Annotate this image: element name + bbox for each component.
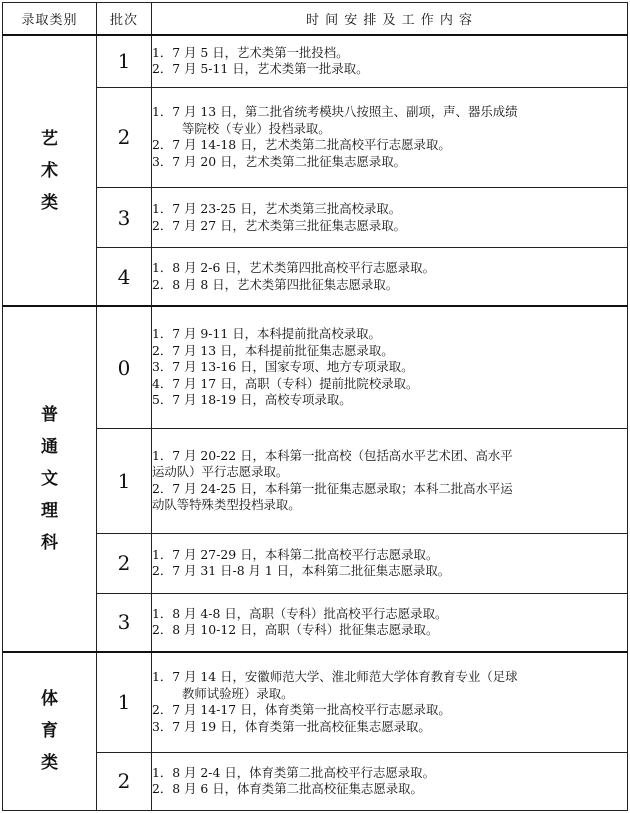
category-art bbox=[3, 35, 97, 306]
content-line: 1．7 月 27-29 日，本科第二批高校平行志愿录取。 bbox=[152, 546, 439, 562]
table-row bbox=[3, 35, 628, 87]
header-batch: 批次 bbox=[97, 3, 152, 36]
batch-content bbox=[152, 248, 628, 306]
content-line: 1．8 月 2-6 日，艺术类第四批高校平行志愿录取。 bbox=[152, 260, 435, 276]
admission-schedule-table bbox=[2, 2, 628, 811]
batch-number: 1 bbox=[97, 35, 152, 87]
table-row bbox=[3, 248, 628, 306]
content-line: 1．8 月 2-4 日，体育类第二批高校平行志愿录取。 bbox=[152, 764, 435, 780]
header-row bbox=[3, 3, 628, 36]
batch-number: 2 bbox=[97, 87, 152, 187]
content-line: 2．8 月 6 日，体育类第二批高校征集志愿录取。 bbox=[152, 781, 423, 797]
category-general bbox=[3, 306, 97, 652]
table-row bbox=[3, 188, 628, 248]
batch-content bbox=[152, 593, 628, 651]
content-line: 运动队）平行志愿录取。 bbox=[152, 464, 289, 480]
batch-number: 1 bbox=[97, 652, 152, 752]
category-general-label: 普通文理科 bbox=[41, 404, 58, 553]
content-line: 1．7 月 9-11 日，本科提前批高校录取。 bbox=[152, 326, 381, 342]
admission-schedule-sheet bbox=[2, 2, 628, 811]
table-row bbox=[3, 87, 628, 187]
table-row bbox=[3, 593, 628, 651]
content-line: 动队等特殊类型投档录取。 bbox=[152, 497, 301, 513]
batch-number: 4 bbox=[97, 248, 152, 306]
batch-number: 2 bbox=[97, 533, 152, 593]
category-sports bbox=[3, 652, 97, 811]
content-line: 2．8 月 8 日，艺术类第四批征集志愿录取。 bbox=[152, 276, 399, 292]
batch-content bbox=[152, 35, 628, 87]
content-line: 4．7 月 17 日，高职（专科）提前批院校录取。 bbox=[152, 375, 419, 391]
content-line: 1．8 月 4-8 日，高职（专科）批高校平行志愿录取。 bbox=[152, 605, 448, 621]
table-row bbox=[3, 752, 628, 810]
table-row bbox=[3, 533, 628, 593]
batch-number: 0 bbox=[97, 306, 152, 429]
content-line: 2．7 月 14-18 日，艺术类第二批高校平行志愿录取。 bbox=[152, 137, 451, 153]
content-line: 1．7 月 14 日，安徽师范大学、淮北师范大学体育教育专业（足球 bbox=[152, 669, 518, 685]
table-row bbox=[3, 306, 628, 429]
content-line: 2．7 月 24-25 日，本科第一批征集志愿录取；本科二批高水平运 bbox=[152, 480, 513, 496]
content-line: 3．7 月 20 日，艺术类第二批征集志愿录取。 bbox=[152, 153, 406, 169]
table-row bbox=[3, 652, 628, 752]
batch-content bbox=[152, 87, 628, 187]
content-line: 3．7 月 19 日，体育类第一批高校征集志愿录取。 bbox=[152, 718, 431, 734]
content-line: 1．7 月 23-25 日，艺术类第三批高校录取。 bbox=[152, 201, 402, 217]
content-line: 2．7 月 13 日，本科提前批征集志愿录取。 bbox=[152, 342, 394, 358]
batch-content bbox=[152, 306, 628, 429]
content-line: 2．8 月 10-12 日，高职（专科）批征集志愿录取。 bbox=[152, 622, 439, 638]
batch-number: 1 bbox=[97, 429, 152, 533]
content-line: 3．7 月 13-16 日，国家专项、地方专项录取。 bbox=[152, 359, 414, 375]
category-sports-label: 体育类 bbox=[41, 689, 58, 774]
batch-content bbox=[152, 752, 628, 810]
batch-number: 3 bbox=[97, 188, 152, 248]
content-line: 教师试验班）录取。 bbox=[182, 685, 294, 701]
table-row bbox=[3, 429, 628, 533]
content-line: 1．7 月 13 日，第二批省统考模块八按照主、副项，声、器乐成绩 bbox=[152, 104, 518, 120]
header-category: 录取类别 bbox=[3, 3, 97, 36]
category-art-label: 艺术类 bbox=[41, 128, 58, 213]
content-line: 2．7 月 27 日，艺术类第三批征集志愿录取。 bbox=[152, 217, 406, 233]
batch-number: 2 bbox=[97, 752, 152, 810]
content-line: 2．7 月 14-17 日，体育类第一批高校平行志愿录取。 bbox=[152, 702, 451, 718]
batch-content bbox=[152, 429, 628, 533]
batch-content bbox=[152, 188, 628, 248]
content-line: 5．7 月 18-19 日，高校专项录取。 bbox=[152, 392, 352, 408]
batch-content bbox=[152, 533, 628, 593]
content-line: 2．7 月 5-11 日，艺术类第一批录取。 bbox=[152, 61, 369, 77]
batch-number: 3 bbox=[97, 593, 152, 651]
content-line: 1．7 月 20-22 日，本科第一批高校（包括高水平艺术团、高水平 bbox=[152, 447, 513, 463]
header-content: 时 间 安 排 及 工 作 内 容 bbox=[152, 3, 628, 36]
content-line: 1．7 月 5 日，艺术类第一批投档。 bbox=[152, 44, 349, 60]
content-line: 等院校（专业）投档录取。 bbox=[182, 120, 331, 136]
content-line: 2．7 月 31 日-8 月 1 日，本科第二批征集志愿录取。 bbox=[152, 563, 451, 579]
batch-content bbox=[152, 652, 628, 752]
